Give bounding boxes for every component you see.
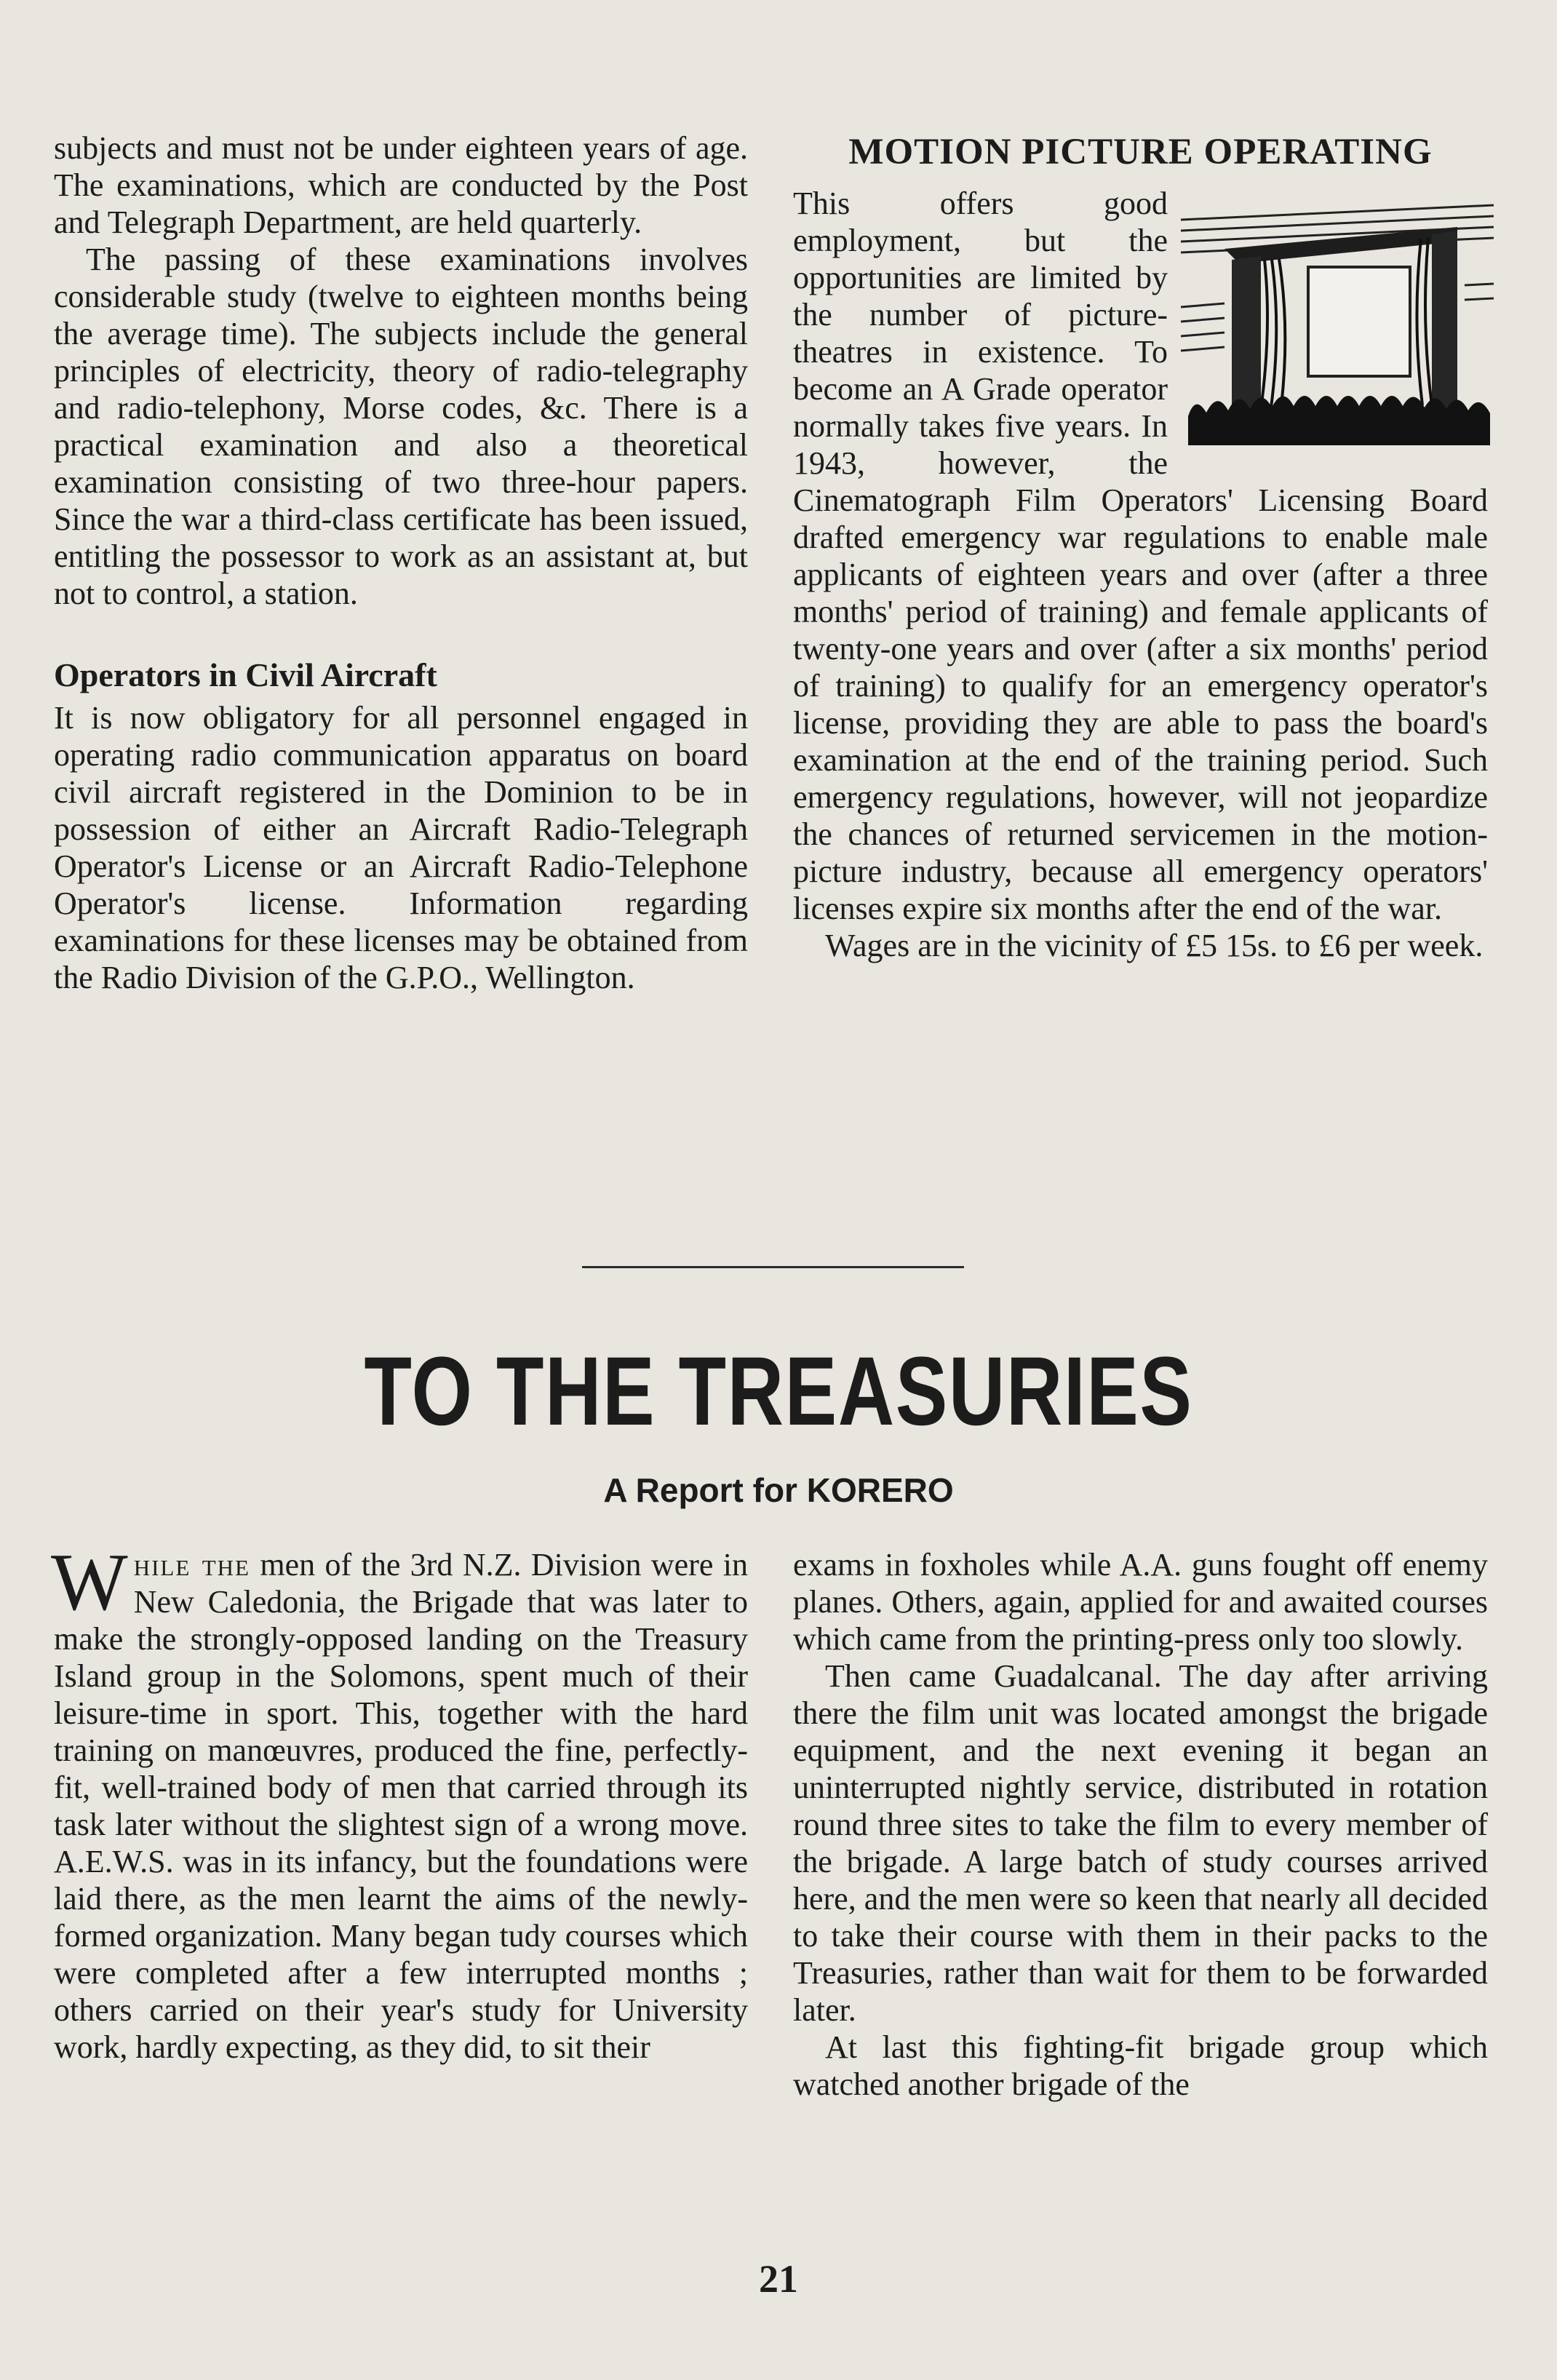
- section-divider: [582, 1266, 964, 1268]
- article-opening-paragraph: [51, 1537, 749, 2066]
- article-left-column: [51, 1537, 749, 2066]
- upper-left-column: [54, 130, 748, 996]
- opening-text: men of the 3rd N.Z. Division were in New Caledonia, the Brigade that was later to make the strongly-opposed landing on the Treasury Island group in the Solomons, spent much of their leisure-time in sport. This, together with the hard training on manœuvres, produced the fine, perfectly-fit, well-trained body of men that carried through its task later without the slightest sign of a wrong move. A.E.W.S. was in its infancy, but the foundations were laid there, as the men learnt the aims of the newly-formed organization. Many began tudy courses which were completed after a few interrupted months ; others carried on their year's study for University work, hardly expecting, as they did, to sit their: [54, 1547, 749, 2065]
- section-heading-motion-picture: MOTION PICTURE OPERATING: [848, 132, 1433, 172]
- upper-right-column: [793, 130, 1488, 964]
- drop-cap: W: [51, 1537, 128, 1628]
- cinema-screen-illustration: [1181, 198, 1494, 445]
- opening-small-caps: hile the: [133, 1547, 250, 1583]
- paragraph: The passing of these examinations involves considerable study (twelve to eighteen months being the average time). The subjects include the general principles of electricity, theory of radio-telegraphy and radio-telephony, Morse codes, &c. There is a practical examination and also a theoretical examination consisting of two three-hour papers. Since the war a third-class certificate has been issued, entitling the possessor to work as an assistant at, but not to control, a station.: [54, 242, 748, 611]
- page-number: 21: [759, 2257, 798, 2301]
- paragraph: This offers good employment, but the opportunities are limited by the number of picture-theatres in existence. To become an A Grade operator normally takes five years. In 1943, however, the Cinematograph Film Operators' Licensing Board drafted emergency war regulations to enable male applicants of eighteen years and over (after a three months' period of training) and female applicants of twenty-one years and over (after a six months' period of training) to qualify for an emergency operator's license, providing they are able to pass the board's examination at the end of the training period. Such emergency regulations, however, will not jeopardize the chances of returned servicemen in the motion-picture industry, because all emergency operators' licenses expire six months after the end of the war.: [793, 186, 1488, 926]
- article-subtitle: A Report for KORERO: [603, 1471, 954, 1509]
- paragraph: subjects and must not be under eighteen years of age. The examinations, which are conducted by the Post and Telegraph Department, are held quarterly.: [54, 130, 748, 240]
- paragraph: It is now obligatory for all personnel engaged in operating radio communication apparatus on board civil aircraft registered in the Dominion to be in possession of either an Aircraft Radio-Telegraph Operator's License or an Aircraft Radio-Telephone Operator's license. Information regarding examinations for these licenses may be obtained from the Radio Division of the G.P.O., Wellington.: [54, 700, 748, 995]
- article-right-column: [793, 1546, 1488, 2103]
- paragraph: exams in foxholes while A.A. guns fought off enemy planes. Others, again, applied for and awaited courses which came from the printing-press only too slowly.: [793, 1547, 1488, 1657]
- paragraph: Wages are in the vicinity of £5 15s. to £6 per week.: [825, 928, 1484, 963]
- paragraph: At last this fighting-fit brigade group which watched another brigade of the: [793, 2029, 1488, 2102]
- paragraph: Then came Guadalcanal. The day after arriving there the film unit was located amongst the brigade equipment, and the next evening it began an uninterrupted nightly service, distributed in rotation round three sites to take the film to every member of the brigade. A large batch of study courses arrived here, and the men were so keen that nearly all decided to take their course with them in their packs to the Treasuries, rather than wait for them to be forwarded later.: [793, 1658, 1488, 2028]
- subheading-civil-aircraft: Operators in Civil Aircraft: [54, 656, 437, 693]
- article-headline: TO THE TREASURIES: [364, 1337, 1193, 1446]
